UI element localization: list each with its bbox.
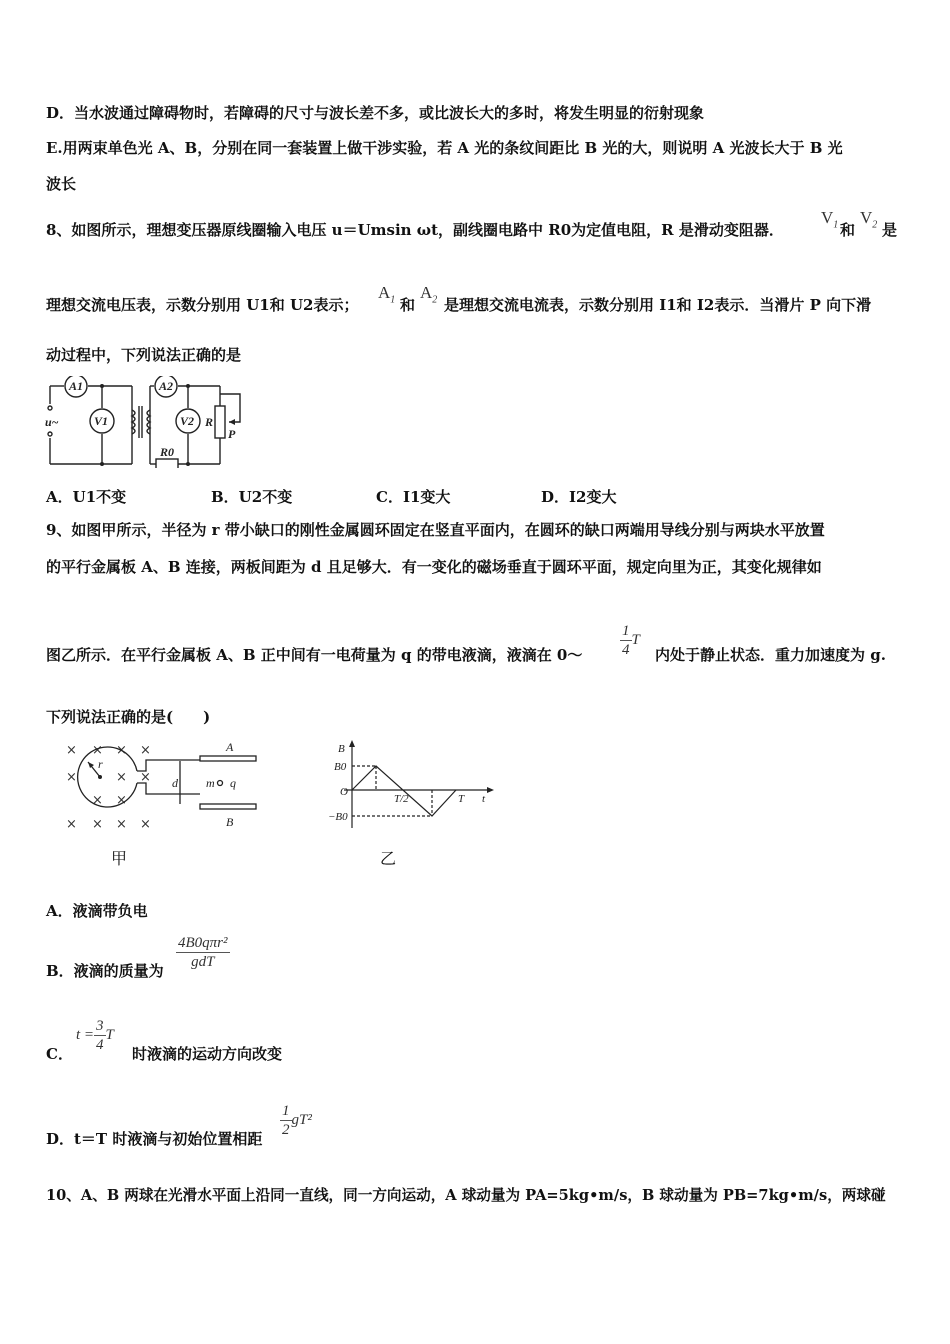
q10-stem-line1: 10、A、B 两球在光滑水平面上沿同一直线，同一方向运动，A 球动量为 PA=5kg•m/s，B 球动量为 PB=7kg•m/s，两球碰 [46, 1187, 886, 1204]
svg-text:×: × [66, 770, 77, 785]
drop-charge-label: q [230, 776, 236, 790]
q8-option-b: B．U2不变 [211, 488, 293, 506]
graph-b-axis-label: B [338, 743, 345, 755]
q8-stem-line1: 8、如图所示，理想变压器原线圈输入电压 u＝Umsin ωt，副线圈电路中 R0为定值电阻，R 是滑动变阻器． [46, 221, 784, 239]
graph-t-axis-label: t [482, 793, 486, 805]
svg-text:×: × [140, 743, 151, 758]
q9-option-a: A．液滴带负电 [46, 902, 148, 920]
circuit-r-label: R [205, 415, 214, 429]
figure-yi-caption: 乙 [380, 849, 397, 868]
q8-stem-line2b: 是理想交流电流表，示数分别用 I1和 I2表示．当滑片 P 向下滑 [444, 296, 872, 314]
circuit-p-label: P [228, 427, 236, 441]
q8-v1-symbol: $V_1$ [821, 208, 839, 231]
svg-text:×: × [66, 817, 77, 832]
drop-mass-label: m [206, 776, 215, 790]
q8-stem-line3: 动过程中，下列说法正确的是 [46, 346, 242, 364]
q9-stem-line4: 下列说法正确的是( ) [46, 708, 211, 726]
q8-and2: 和 [400, 296, 416, 314]
plate-a-label: A [226, 740, 234, 754]
circuit-u-label: u~ [45, 415, 59, 429]
q8-and1: 和 [840, 221, 856, 239]
circuit-r0-label: R0 [160, 445, 175, 459]
svg-text:×: × [92, 817, 103, 832]
q9-option-b-formula: $\frac{\text{4B0qπr²}}{\text{gdT}}$ [178, 935, 228, 970]
graph-b0-label: B0 [334, 761, 347, 773]
ring-and-plates-figure [58, 738, 278, 834]
q8-v2-symbol: $V_2$ [860, 208, 878, 231]
q8-option-d: D．I2变大 [541, 488, 617, 506]
svg-text:×: × [140, 770, 151, 785]
svg-text:×: × [116, 793, 127, 808]
q8-option-a: A．U1不变 [46, 488, 127, 506]
svg-text:×: × [66, 743, 77, 758]
q8-a2-symbol: $A_2$ [420, 283, 438, 306]
svg-text:×: × [140, 817, 151, 832]
q8-option-c: C．I1变大 [376, 488, 451, 506]
distance-d-label: d [172, 776, 178, 790]
svg-text:×: × [116, 770, 127, 785]
q9-option-d: D．t＝T 时液滴与初始位置相距 [46, 1130, 263, 1148]
svg-text:×: × [116, 743, 127, 758]
graph-origin-label: O [340, 786, 348, 798]
q7-option-e-line1: E.用两束单色光 A、B，分别在同一套装置上做干涉实验，若 A 光的条纹间距比 B 光的大，则说明 A 光波长大于 B 光 [46, 139, 843, 157]
circuit-a2-label: A2 [159, 379, 174, 393]
q8-stem-line2: 理想交流电压表，示数分别用 U1和 U2表示； [46, 296, 359, 314]
q9-stem-line3b: 内处于静止状态．重力加速度为 g. [655, 646, 886, 664]
q9-stem-line2: 的平行金属板 A、B 连接，两板间距为 d 且足够大．有一变化的磁场垂直于圆环平面，规定向里为正，其变化规律如 [46, 558, 822, 576]
plate-b-label: B [226, 815, 234, 829]
circuit-a1-label: A1 [69, 379, 84, 393]
q9-stem-line1: 9、如图甲所示，半径为 r 带小缺口的刚性金属圆环固定在竖直平面内，在圆环的缺口两端用导线分别与两块水平放置 [46, 521, 825, 539]
transformer-circuit-diagram [44, 376, 254, 468]
q9-stem-line3a: 图乙所示．在平行金属板 A、B 正中间有一电荷量为 q 的带电液滴，液滴在 0～ [46, 646, 583, 664]
q9-option-d-formula: $\frac{1}{2}$ gT² [282, 1103, 312, 1138]
svg-text:×: × [92, 743, 103, 758]
q8-is: 是 [882, 221, 898, 239]
radius-label: r [98, 757, 103, 771]
graph-neg-b0-label: −B0 [328, 811, 348, 823]
q7-option-d: D．当水波通过障碍物时，若障碍的尺寸与波长差不多，或比波长大的多时，将发生明显的衍射现象 [46, 104, 705, 122]
svg-text:×: × [116, 817, 127, 832]
q7-option-e-line2: 波长 [46, 175, 77, 193]
q9-option-c-formula: t = $\frac{3}{4}$ T [76, 1018, 114, 1053]
q9-option-c-text: 时液滴的运动方向改变 [132, 1045, 283, 1063]
q9-option-c-label: C． [46, 1045, 73, 1063]
graph-half-period-label: T/2 [394, 793, 409, 805]
graph-period-label: T [458, 793, 465, 805]
b-t-graph-figure [320, 738, 500, 834]
circuit-v2-label: V2 [180, 414, 195, 428]
q9-time-fraction: $\frac{1}{4}$ T [622, 623, 640, 658]
figure-jia-caption: 甲 [111, 849, 128, 868]
circuit-v1-label: V1 [94, 414, 109, 428]
svg-text:×: × [92, 793, 103, 808]
q8-a1-symbol: $A_1$ [378, 283, 396, 306]
q9-option-b: B．液滴的质量为 [46, 962, 164, 980]
